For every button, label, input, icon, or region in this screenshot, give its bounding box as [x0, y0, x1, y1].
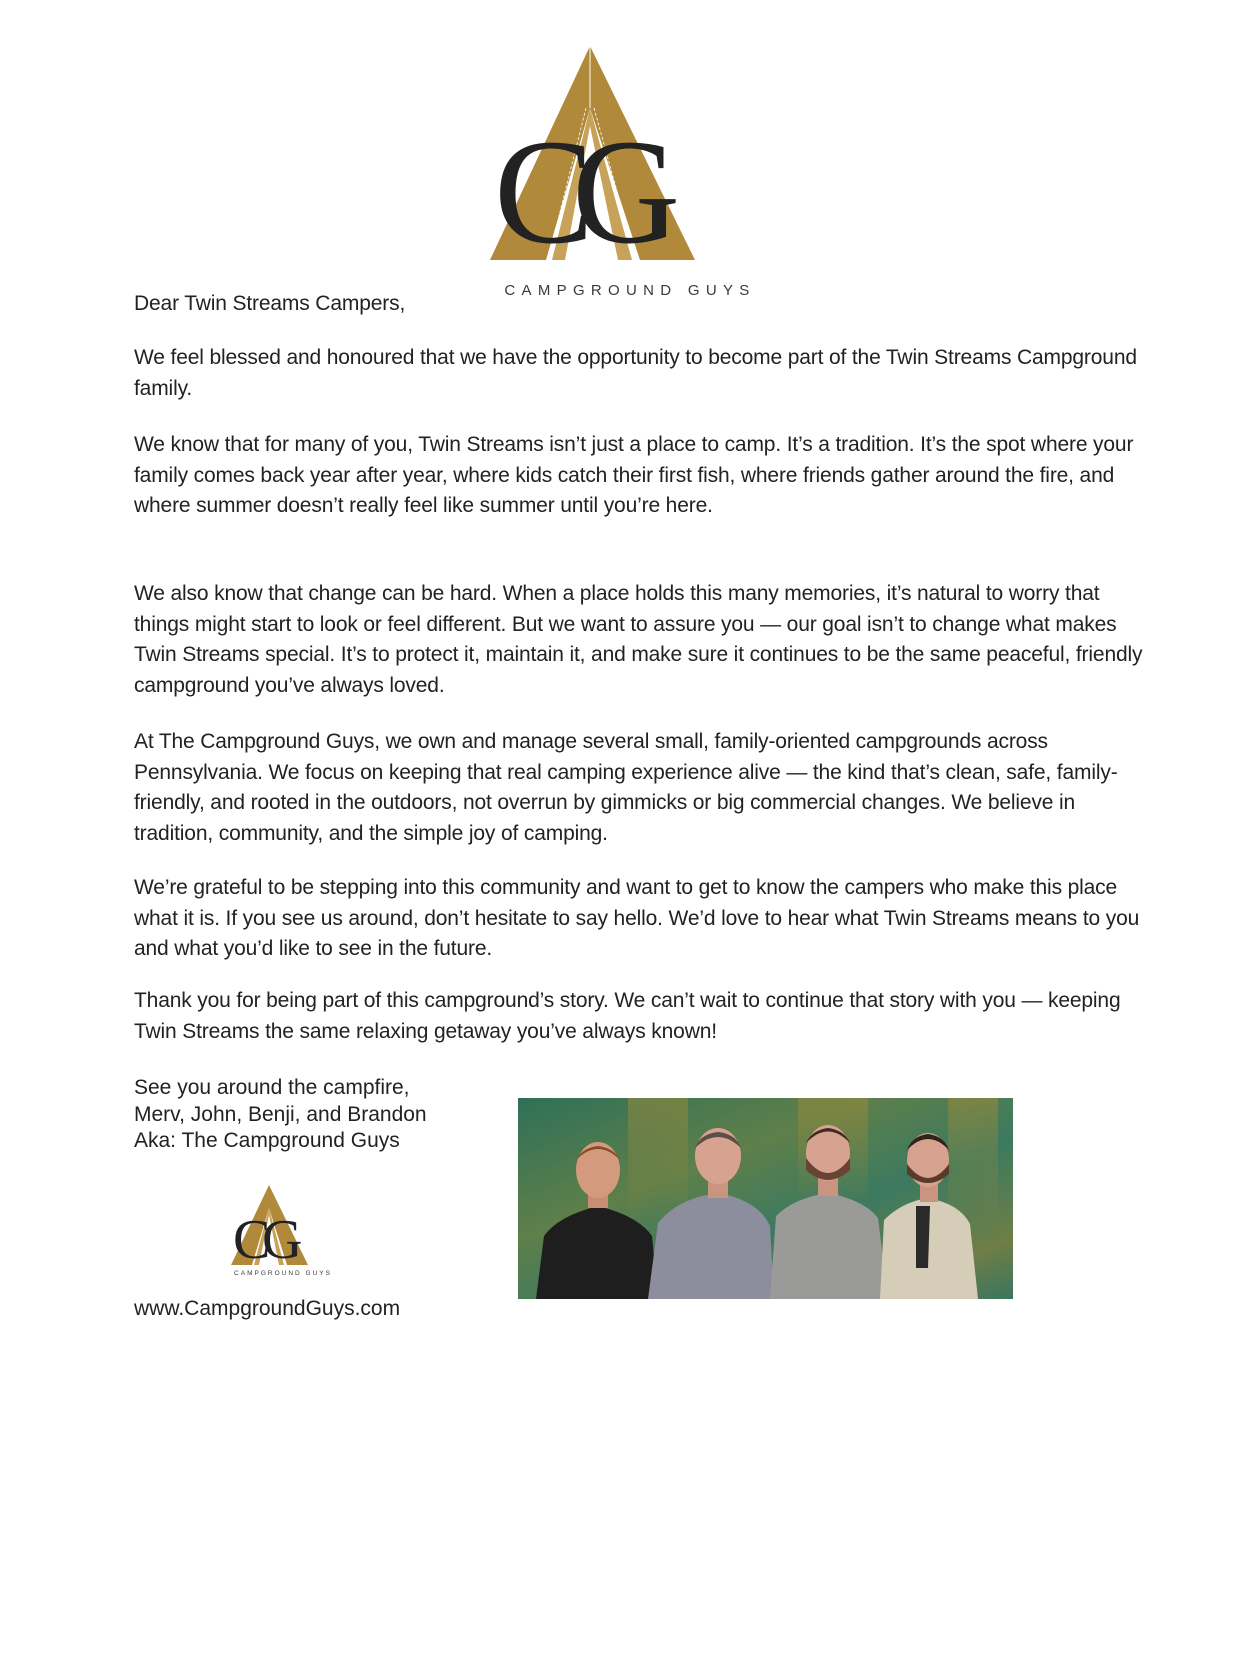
letter-paragraph: Thank you for being part of this campground’s story. We can’t wait to continue that story with you — keeping Twin Streams the same relaxing getaway you’ve always known!	[134, 989, 1121, 1043]
campground-guys-logo-small	[231, 1185, 336, 1277]
group-photo	[518, 1098, 1013, 1299]
website-link[interactable]: www.CampgroundGuys.com	[134, 1297, 401, 1320]
svg-text:G: G	[262, 1209, 303, 1271]
svg-text:C: C	[233, 1209, 271, 1271]
letter-paragraph: At The Campground Guys, we own and manage several small, family-oriented campgrounds across Pennsylvania. We focus on keeping that real camping experience alive — the kind that’s clean, safe, family-friendly, and rooted in the outdoors, not overrun by gimmicks or big commercial changes. We believe in tradition, community, and the simple joy of camping.	[134, 730, 1118, 845]
letter-paragraph: We feel blessed and honoured that we have the opportunity to become part of the Twin Streams Campground family.	[134, 346, 1137, 400]
campground-guys-logo	[490, 46, 770, 304]
closing-line: See you around the campfire,	[134, 1076, 410, 1099]
signers-line: Merv, John, Benji, and Brandon	[134, 1102, 427, 1126]
letter-greeting: Dear Twin Streams Campers,	[134, 292, 406, 315]
small-logo-brand: CAMPGROUND GUYS	[234, 1270, 332, 1277]
letter-paragraph: We also know that change can be hard. When a place holds this many memories, it’s natural to worry that things might start to look or feel different. But we want to assure you — our goal isn’t to change what makes Twin Streams special. It’s to protect it, maintain it, and make sure it continues to be the same peaceful, friendly campground you’ve always loved.	[134, 582, 1143, 697]
signature-block	[134, 1075, 427, 1155]
logo-monogram-c: C	[494, 109, 595, 275]
logo-monogram-g: G	[572, 109, 681, 275]
letter-paragraph: We know that for many of you, Twin Streams isn’t just a place to camp. It’s a tradition. It’s the spot where your family comes back year after year, where kids catch their first fish, where friends gather around the fire, and where summer doesn’t really feel like summer until you’re here.	[134, 433, 1134, 517]
aka-line: Aka: The Campground Guys	[134, 1129, 400, 1152]
brand-name: CAMPGROUND GUYS	[504, 282, 756, 299]
letter-paragraph: We’re grateful to be stepping into this community and want to get to know the campers who make this place what it is. If you see us around, don’t hesitate to say hello. We’d love to hear what Twin Streams means to you and what you’d like to see in the future.	[134, 876, 1140, 960]
